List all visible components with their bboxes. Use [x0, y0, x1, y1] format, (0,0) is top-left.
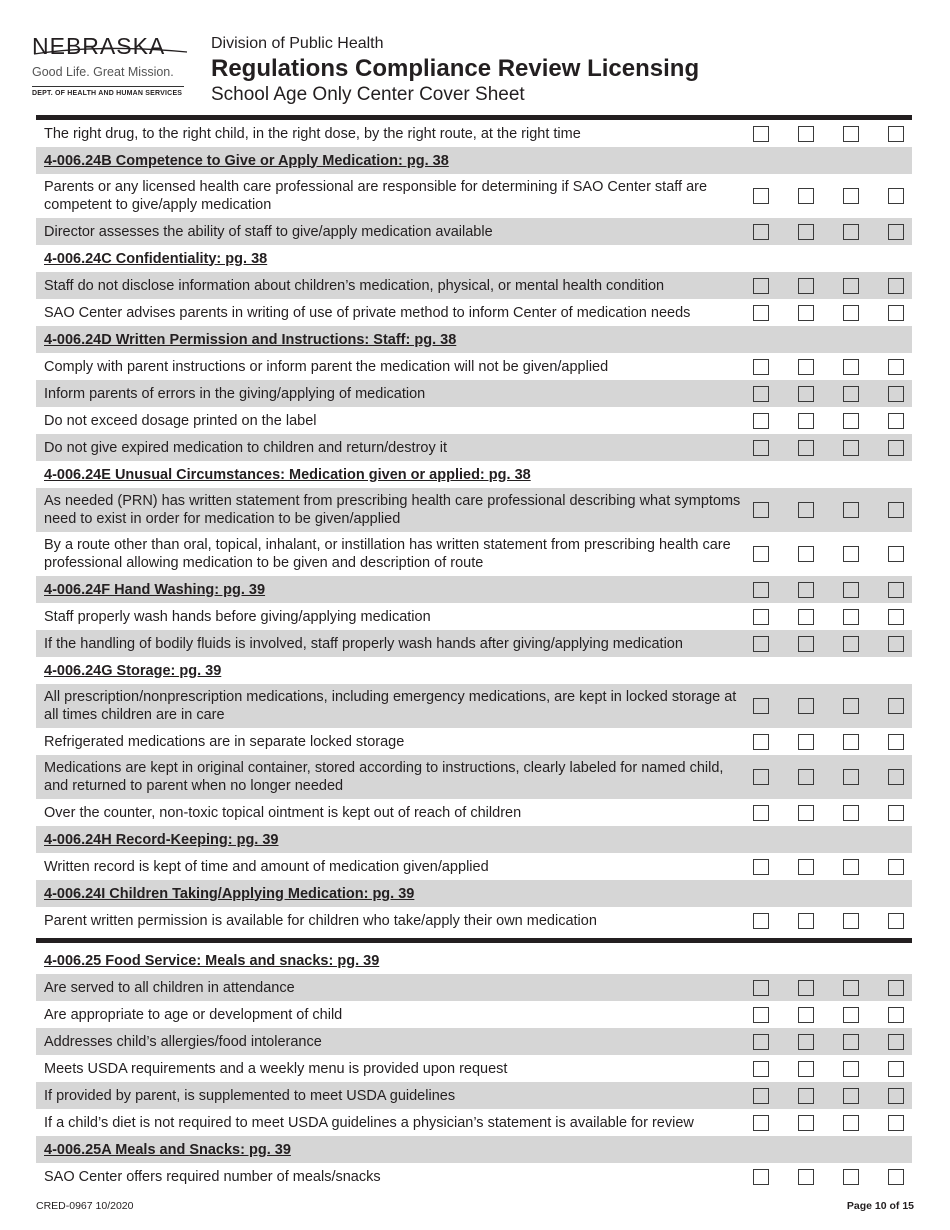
checkbox-col-1[interactable] [753, 1088, 769, 1104]
checkbox-col-2[interactable] [798, 1088, 814, 1104]
checkbox-col-1[interactable] [753, 502, 769, 518]
checklist-section-food [36, 947, 912, 1190]
checklist-row [36, 1028, 912, 1055]
checkbox-col-2[interactable] [798, 913, 814, 929]
checklist-row [36, 299, 912, 326]
checkbox-col-3[interactable] [843, 913, 859, 929]
section-heading-row [36, 947, 912, 974]
checkbox-col-3[interactable] [843, 546, 859, 562]
page-number: Page 10 of 15 [846, 1200, 914, 1212]
checkbox-col-1[interactable] [753, 698, 769, 714]
section-rule [36, 938, 912, 943]
checkbox-group [741, 413, 912, 429]
requirement-text: All prescription/nonprescription medications, including emergency medications, are kept in locked storage at all times children are in care [44, 689, 737, 723]
section-heading: 4-006.24H Record-Keeping: pg. 39 [44, 831, 279, 848]
checkbox-col-1[interactable] [753, 224, 769, 240]
checkbox-col-1[interactable] [753, 1034, 769, 1050]
checkbox-col-1[interactable] [753, 386, 769, 402]
checklist-row [36, 799, 912, 826]
checkbox-col-2[interactable] [798, 769, 814, 785]
section-heading-row [36, 1136, 912, 1163]
checkbox-group [741, 1034, 912, 1050]
section-heading: 4-006.24C Confidentiality: pg. 38 [44, 250, 268, 267]
checkbox-col-2[interactable] [798, 1115, 814, 1131]
section-heading: 4-006.25A Meals and Snacks: pg. 39 [44, 1141, 291, 1158]
checklist-row [36, 218, 912, 245]
checkbox-col-4[interactable] [888, 859, 904, 875]
checklist-row [36, 120, 912, 147]
checkbox-col-3[interactable] [843, 359, 859, 375]
checkbox-col-2[interactable] [798, 1169, 814, 1185]
checkbox-col-1[interactable] [753, 278, 769, 294]
checkbox-col-1[interactable] [753, 734, 769, 750]
logo-dept: DEPT. OF HEALTH AND HUMAN SERVICES [32, 90, 183, 97]
requirement-text: Do not give expired medication to children and return/destroy it [44, 439, 447, 456]
requirement-text: Addresses child’s allergies/food intolerance [44, 1033, 322, 1050]
checklist-row [36, 755, 912, 799]
checkbox-col-4[interactable] [888, 440, 904, 456]
requirement-text: Parent written permission is available for children who take/apply their own medication [44, 912, 597, 929]
requirement-text: Are served to all children in attendance [44, 979, 295, 996]
checkbox-col-4[interactable] [888, 386, 904, 402]
section-heading: 4-006.25 Food Service: Meals and snacks: pg. 39 [44, 952, 380, 969]
checkbox-col-4[interactable] [888, 188, 904, 204]
section-heading-row [36, 326, 912, 353]
requirement-text: Do not exceed dosage printed on the label [44, 412, 317, 429]
checkbox-group [741, 278, 912, 294]
checkbox-col-4[interactable] [888, 1169, 904, 1185]
checkbox-col-2[interactable] [798, 413, 814, 429]
requirement-text: As needed (PRN) has written statement from prescribing health care professional describing what symptoms need to exist in order for medication to be given/applied [44, 493, 741, 527]
checkbox-col-4[interactable] [888, 769, 904, 785]
checkbox-group [741, 913, 912, 929]
checkbox-group [741, 502, 912, 518]
checkbox-group [741, 1115, 912, 1131]
checkbox-group [741, 980, 912, 996]
requirement-text: Refrigerated medications are in separate locked storage [44, 733, 405, 750]
checkbox-col-2[interactable] [798, 636, 814, 652]
requirement-text: Parents or any licensed health care professional are responsible for determining if SAO Center staff are competent to give/apply medication [44, 179, 708, 213]
checkbox-col-3[interactable] [843, 386, 859, 402]
header [211, 34, 699, 107]
checklist-row [36, 728, 912, 755]
checkbox-col-3[interactable] [843, 126, 859, 142]
checkbox-col-2[interactable] [798, 734, 814, 750]
checkbox-col-1[interactable] [753, 1169, 769, 1185]
checkbox-col-1[interactable] [753, 636, 769, 652]
checkbox-col-4[interactable] [888, 278, 904, 294]
checklist-row [36, 488, 912, 532]
section-heading-row [36, 245, 912, 272]
checkbox-col-4[interactable] [888, 582, 904, 598]
checkbox-col-2[interactable] [798, 224, 814, 240]
checkbox-group [741, 859, 912, 875]
checkbox-col-1[interactable] [753, 1115, 769, 1131]
page-subtitle: School Age Only Center Cover Sheet [211, 84, 525, 105]
checklist-row [36, 603, 912, 630]
requirement-text: SAO Center offers required number of meals/snacks [44, 1168, 381, 1185]
checkbox-col-4[interactable] [888, 1034, 904, 1050]
checkbox-col-1[interactable] [753, 582, 769, 598]
checkbox-col-4[interactable] [888, 609, 904, 625]
checklist-row [36, 407, 912, 434]
form-id: CRED-0967 10/2020 [36, 1200, 134, 1212]
requirement-text: If provided by parent, is supplemented to meet USDA guidelines [44, 1087, 456, 1104]
checkbox-col-4[interactable] [888, 980, 904, 996]
checklist-row [36, 853, 912, 880]
logo-swoosh-icon [32, 40, 192, 60]
page-title: Regulations Compliance Review Licensing [211, 55, 700, 82]
section-heading: 4-006.24G Storage: pg. 39 [44, 662, 222, 679]
checkbox-col-4[interactable] [888, 1088, 904, 1104]
checkbox-col-2[interactable] [798, 278, 814, 294]
checkbox-col-4[interactable] [888, 1061, 904, 1077]
checkbox-col-3[interactable] [843, 413, 859, 429]
checkbox-col-1[interactable] [753, 1007, 769, 1023]
checkbox-col-2[interactable] [798, 980, 814, 996]
checkbox-col-4[interactable] [888, 413, 904, 429]
checkbox-col-4[interactable] [888, 636, 904, 652]
checkbox-col-3[interactable] [843, 734, 859, 750]
checkbox-group [741, 609, 912, 625]
checkbox-group [741, 1088, 912, 1104]
checkbox-col-3[interactable] [843, 980, 859, 996]
checkbox-group [741, 224, 912, 240]
checkbox-col-3[interactable] [843, 440, 859, 456]
checkbox-col-2[interactable] [798, 859, 814, 875]
checklist-row [36, 272, 912, 299]
checklist-row [36, 174, 912, 218]
checkbox-col-3[interactable] [843, 769, 859, 785]
checkbox-col-4[interactable] [888, 698, 904, 714]
requirement-text: Staff do not disclose information about children’s medication, physical, or mental health condition [44, 277, 665, 294]
checklist-row [36, 532, 912, 576]
section-heading: 4-006.24I Children Taking/Applying Medication: pg. 39 [44, 885, 415, 902]
requirement-text: The right drug, to the right child, in the right dose, by the right route, at the right time [44, 125, 581, 142]
section-heading-row [36, 657, 912, 684]
checkbox-col-1[interactable] [753, 1061, 769, 1077]
checkbox-col-2[interactable] [798, 582, 814, 598]
checkbox-col-4[interactable] [888, 913, 904, 929]
checklist-row [36, 1109, 912, 1136]
section-heading: 4-006.24E Unusual Circumstances: Medication given or applied: pg. 38 [44, 466, 531, 483]
checkbox-group [741, 440, 912, 456]
checkbox-col-1[interactable] [753, 188, 769, 204]
checkbox-col-1[interactable] [753, 769, 769, 785]
section-heading: 4-006.24F Hand Washing: pg. 39 [44, 581, 266, 598]
checklist-row [36, 907, 912, 934]
checkbox-col-1[interactable] [753, 609, 769, 625]
checkbox-col-4[interactable] [888, 546, 904, 562]
section-heading: 4-006.24D Written Permission and Instructions: Staff: pg. 38 [44, 331, 457, 348]
requirement-text: If a child’s diet is not required to meet USDA guidelines a physician’s statement is available for review [44, 1114, 694, 1131]
checkbox-col-3[interactable] [843, 859, 859, 875]
checklist-row [36, 1001, 912, 1028]
requirement-text: Inform parents of errors in the giving/applying of medication [44, 385, 426, 402]
checkbox-col-3[interactable] [843, 278, 859, 294]
requirement-text: Medications are kept in original container, stored according to instructions, clearly labeled for named child, and returned to parent when no longer needed [44, 760, 724, 794]
checkbox-col-1[interactable] [753, 859, 769, 875]
checkbox-col-1[interactable] [753, 805, 769, 821]
logo-divider [32, 86, 184, 87]
checkbox-col-2[interactable] [798, 188, 814, 204]
checkbox-group [741, 805, 912, 821]
checkbox-col-4[interactable] [888, 359, 904, 375]
checkbox-group [741, 734, 912, 750]
requirement-text: Are appropriate to age or development of child [44, 1006, 343, 1023]
checkbox-group [741, 386, 912, 402]
checkbox-col-4[interactable] [888, 1115, 904, 1131]
checkbox-col-2[interactable] [798, 1061, 814, 1077]
checkbox-group [741, 582, 912, 598]
checkbox-group [741, 188, 912, 204]
checkbox-col-1[interactable] [753, 440, 769, 456]
checkbox-col-3[interactable] [843, 698, 859, 714]
section-heading-row [36, 461, 912, 488]
checkbox-col-1[interactable] [753, 413, 769, 429]
checklist-row [36, 630, 912, 657]
checkbox-group [741, 1061, 912, 1077]
checkbox-col-4[interactable] [888, 126, 904, 142]
requirement-text: By a route other than oral, topical, inhalant, or instillation has written statement from prescribing health care professional allowing medication to be given and description of route [44, 537, 731, 571]
checkbox-group [741, 546, 912, 562]
checkbox-col-1[interactable] [753, 359, 769, 375]
section-heading-row [36, 576, 912, 603]
checklist-row [36, 1082, 912, 1109]
checkbox-col-2[interactable] [798, 609, 814, 625]
checkbox-col-2[interactable] [798, 502, 814, 518]
division-name: Division of Public Health [211, 35, 384, 52]
checklist-row [36, 684, 912, 728]
checkbox-col-2[interactable] [798, 698, 814, 714]
checkbox-col-4[interactable] [888, 734, 904, 750]
requirement-text: Staff properly wash hands before giving/applying medication [44, 608, 431, 625]
checkbox-col-2[interactable] [798, 359, 814, 375]
checkbox-col-3[interactable] [843, 188, 859, 204]
checkbox-group [741, 126, 912, 142]
checkbox-col-4[interactable] [888, 1007, 904, 1023]
checkbox-col-3[interactable] [843, 1088, 859, 1104]
checkbox-group [741, 1169, 912, 1185]
checklist-row [36, 353, 912, 380]
requirement-text: SAO Center advises parents in writing of use of private method to inform Center of medication needs [44, 304, 691, 321]
checkbox-col-3[interactable] [843, 502, 859, 518]
checkbox-col-3[interactable] [843, 1007, 859, 1023]
checkbox-col-1[interactable] [753, 546, 769, 562]
checkbox-col-1[interactable] [753, 913, 769, 929]
checkbox-group [741, 636, 912, 652]
checkbox-col-3[interactable] [843, 609, 859, 625]
section-heading: 4-006.24B Competence to Give or Apply Medication: pg. 38 [44, 152, 449, 169]
checkbox-col-3[interactable] [843, 1061, 859, 1077]
checkbox-col-3[interactable] [843, 582, 859, 598]
checkbox-col-3[interactable] [843, 636, 859, 652]
logo-wordmark: NEBRASKA [32, 33, 166, 59]
requirement-text: Over the counter, non-toxic topical ointment is kept out of reach of children [44, 804, 522, 821]
checkbox-group [741, 769, 912, 785]
checkbox-col-2[interactable] [798, 386, 814, 402]
logo-tagline: Good Life. Great Mission. [32, 65, 174, 79]
checkbox-group [741, 698, 912, 714]
logo [32, 34, 187, 97]
section-heading-row [36, 147, 912, 174]
checkbox-col-2[interactable] [798, 805, 814, 821]
checkbox-group [741, 359, 912, 375]
checkbox-col-3[interactable] [843, 305, 859, 321]
checklist-row [36, 434, 912, 461]
section-heading-row [36, 826, 912, 853]
section-heading-row [36, 880, 912, 907]
requirement-text: Director assesses the ability of staff to give/apply medication available [44, 223, 493, 240]
checkbox-col-3[interactable] [843, 1169, 859, 1185]
checkbox-col-4[interactable] [888, 224, 904, 240]
checklist-row [36, 1055, 912, 1082]
checklist-row [36, 974, 912, 1001]
checkbox-col-2[interactable] [798, 440, 814, 456]
checkbox-col-3[interactable] [843, 805, 859, 821]
checkbox-col-1[interactable] [753, 980, 769, 996]
requirement-text: Meets USDA requirements and a weekly menu is provided upon request [44, 1060, 508, 1077]
checklist-row [36, 1163, 912, 1190]
checkbox-col-1[interactable] [753, 126, 769, 142]
checkbox-col-3[interactable] [843, 1115, 859, 1131]
requirement-text: Written record is kept of time and amount of medication given/applied [44, 858, 489, 875]
requirement-text: If the handling of bodily fluids is involved, staff properly wash hands after giving/applying medication [44, 635, 683, 652]
requirement-text: Comply with parent instructions or inform parent the medication will not be given/applied [44, 358, 609, 375]
checklist-section-medication [36, 120, 912, 934]
checkbox-col-3[interactable] [843, 1034, 859, 1050]
checkbox-col-2[interactable] [798, 1007, 814, 1023]
checkbox-col-4[interactable] [888, 502, 904, 518]
checkbox-col-2[interactable] [798, 126, 814, 142]
checkbox-col-2[interactable] [798, 1034, 814, 1050]
checkbox-group [741, 1007, 912, 1023]
checkbox-col-4[interactable] [888, 805, 904, 821]
checklist-row [36, 380, 912, 407]
checkbox-group [741, 305, 912, 321]
checkbox-col-3[interactable] [843, 224, 859, 240]
checkbox-col-1[interactable] [753, 305, 769, 321]
checkbox-col-2[interactable] [798, 305, 814, 321]
checkbox-col-2[interactable] [798, 546, 814, 562]
checkbox-col-4[interactable] [888, 305, 904, 321]
